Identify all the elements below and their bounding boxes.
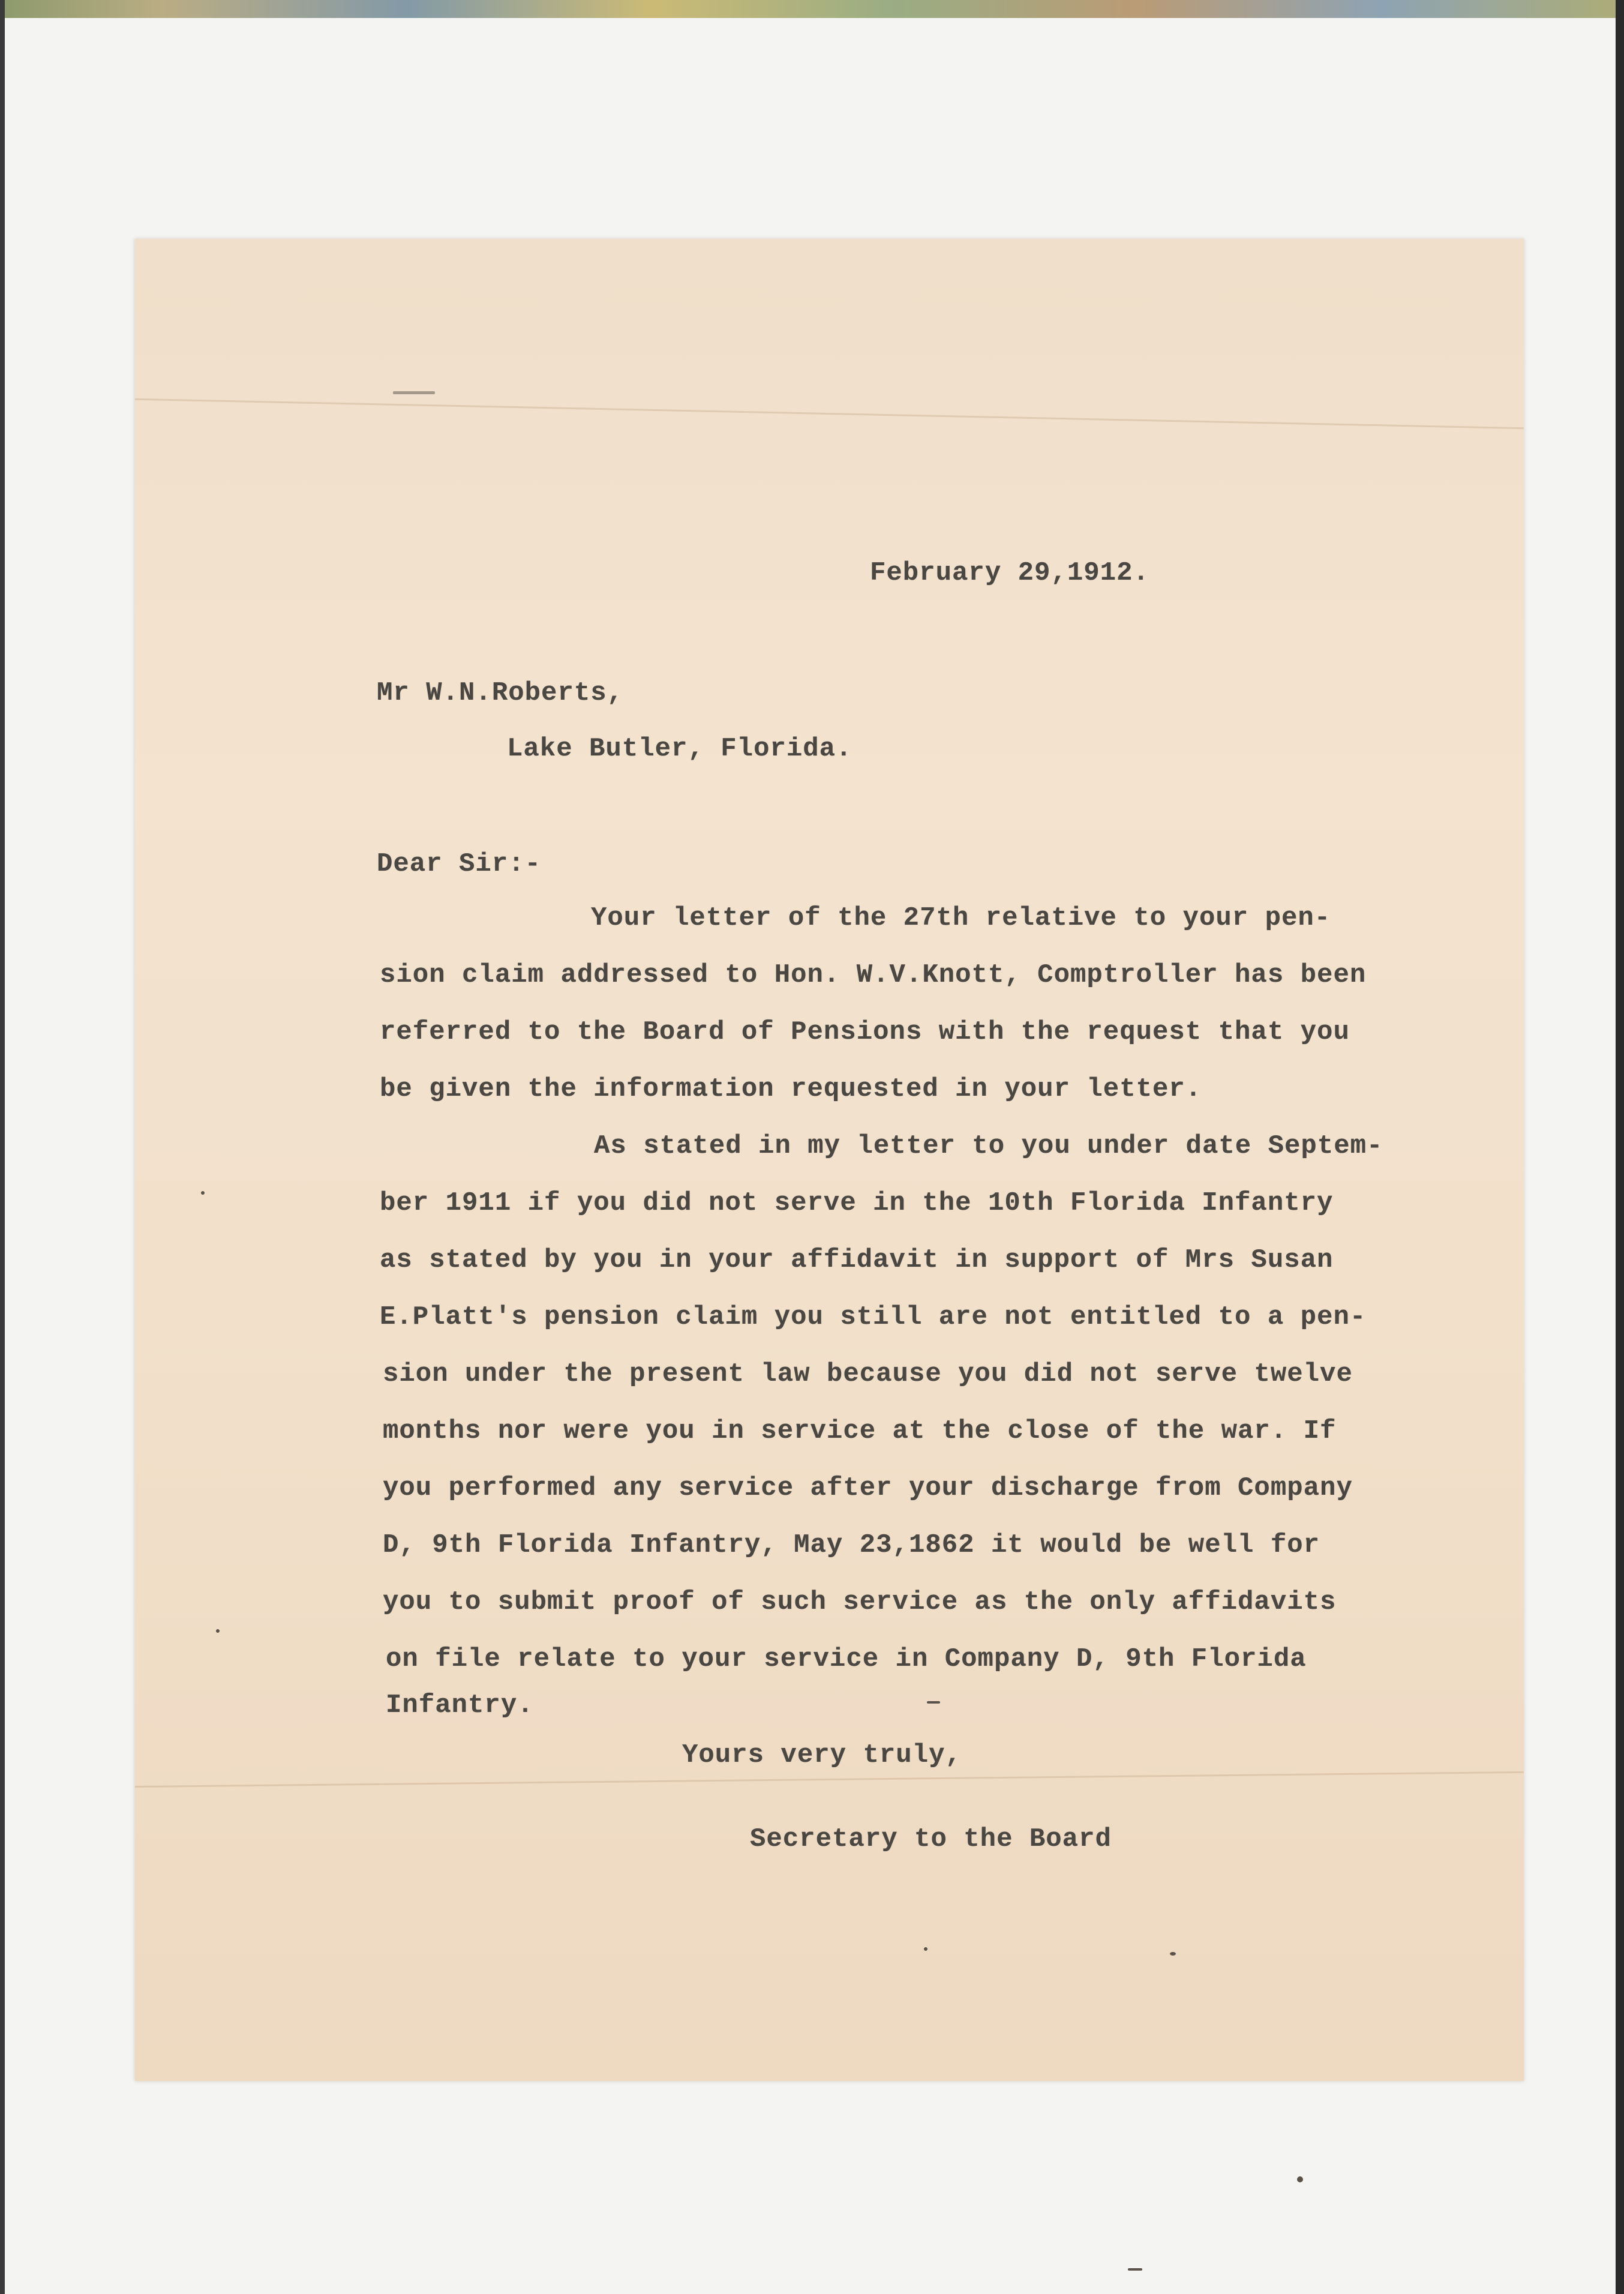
body-line: be given the information requested in your letter.	[380, 1074, 1202, 1104]
body-line: As stated in my letter to you under date Septem-	[594, 1131, 1383, 1161]
salutation: Dear Sir:-	[377, 849, 542, 879]
scan-edge-left	[0, 0, 5, 2294]
scan-speck	[924, 1947, 927, 1951]
body-line: referred to the Board of Pensions with the request that you	[380, 1017, 1350, 1047]
body-line: sion claim addressed to Hon. W.V.Knott, Comptroller has been	[380, 960, 1367, 990]
recipient-address: Lake Butler, Florida.	[507, 734, 852, 764]
body-line: months nor were you in service at the close of the war. If	[383, 1416, 1337, 1446]
body-line: you to submit proof of such service as the only affidavits	[383, 1587, 1337, 1617]
body-line: Your letter of the 27th relative to your pen-	[591, 903, 1331, 933]
scan-speck	[1170, 1952, 1176, 1956]
body-line: sion under the present law because you did not serve twelve	[383, 1359, 1353, 1389]
body-line: Infantry.	[386, 1690, 534, 1720]
fold-line	[135, 398, 1524, 429]
scan-edge-right	[1616, 0, 1624, 2294]
fold-line	[135, 1771, 1524, 1788]
scan-speck	[216, 1629, 220, 1633]
scan-speck	[393, 391, 435, 394]
letter-date: February 29,1912.	[870, 558, 1149, 588]
recipient-name: Mr W.N.Roberts,	[377, 678, 624, 708]
body-line: D, 9th Florida Infantry, May 23,1862 it would be well for	[383, 1530, 1320, 1560]
scan-speck	[1297, 2176, 1303, 2182]
scan-edge-top	[0, 0, 1624, 18]
body-line: as stated by you in your affidavit in support of Mrs Susan	[380, 1245, 1334, 1275]
scan-speck	[1128, 2268, 1142, 2271]
scan-speck	[927, 1701, 940, 1704]
signature-line: Secretary to the Board	[750, 1824, 1112, 1854]
body-line: E.Platt's pension claim you still are not entitled to a pen-	[380, 1302, 1367, 1332]
scan-speck	[201, 1191, 205, 1195]
body-line: ber 1911 if you did not serve in the 10th Florida Infantry	[380, 1188, 1334, 1218]
closing: Yours very truly,	[682, 1740, 962, 1770]
body-line: on file relate to your service in Company D, 9th Florida	[386, 1644, 1307, 1674]
body-line: you performed any service after your discharge from Company	[383, 1473, 1353, 1503]
